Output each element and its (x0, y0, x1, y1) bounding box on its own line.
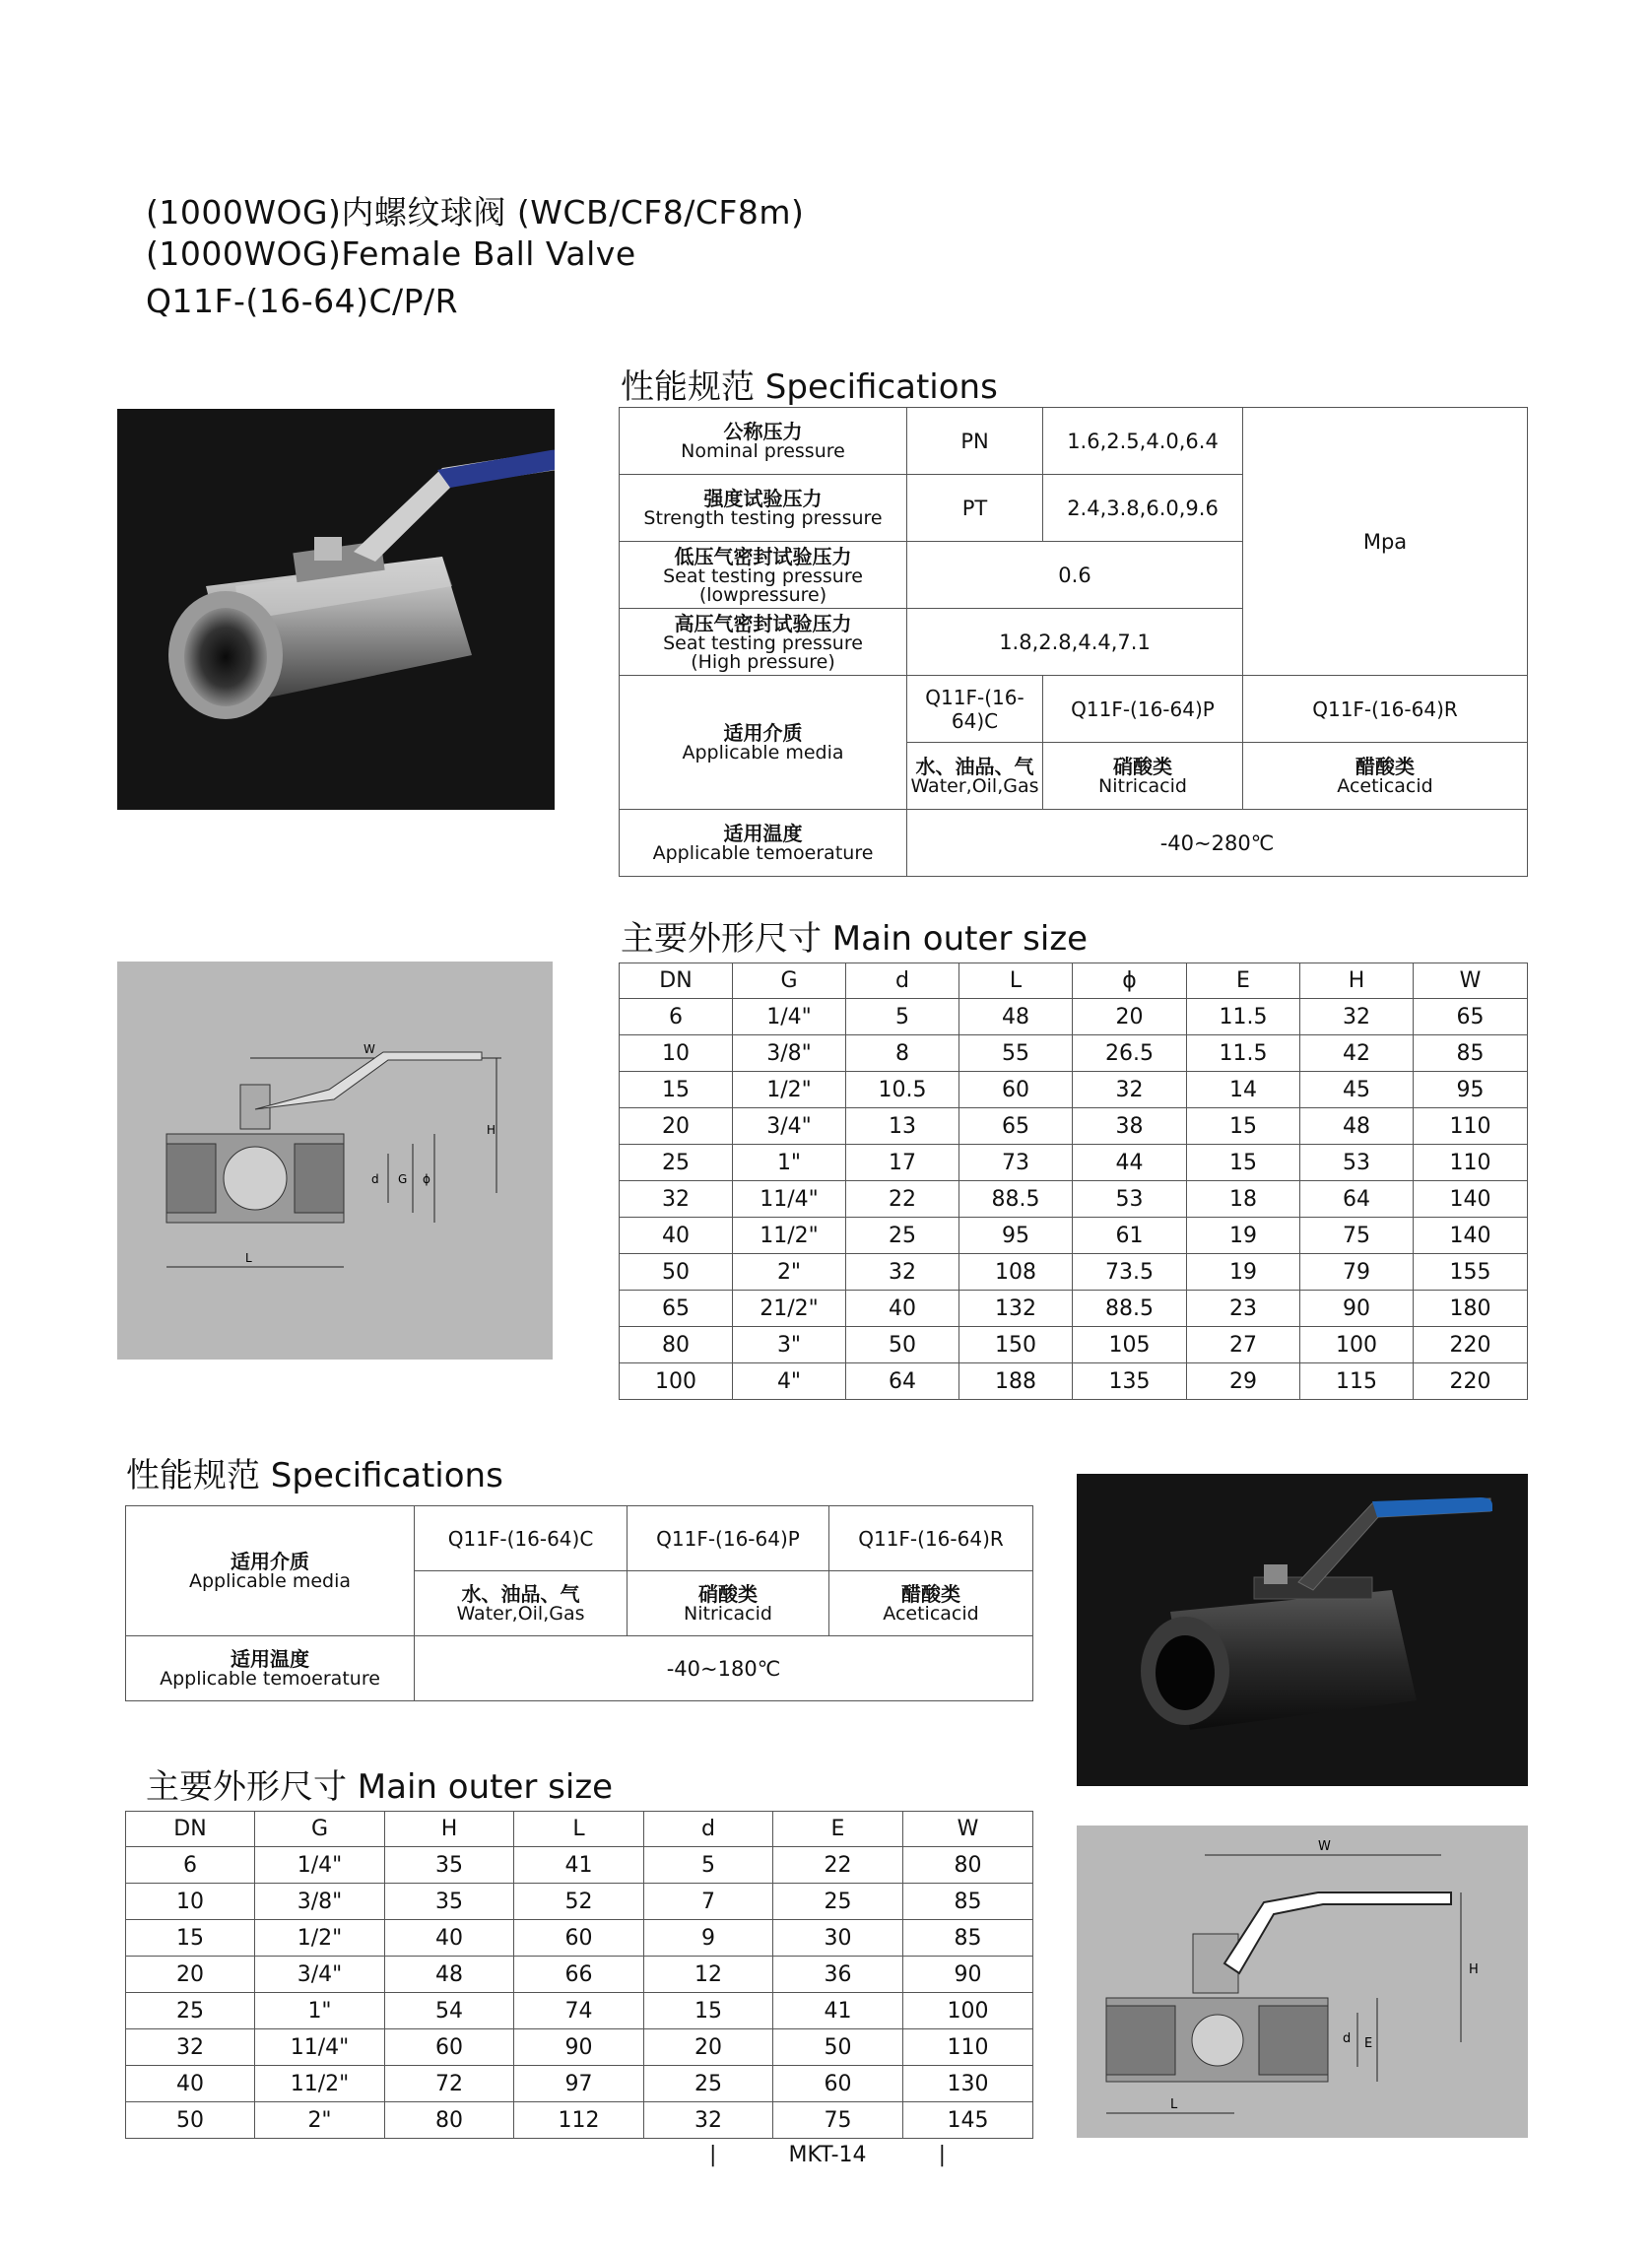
size1-row (620, 1218, 1528, 1254)
size1-cell: 61 (1073, 1218, 1187, 1254)
seat-high-label: 高压气密封试验压力 Seat testing pressure (High pressure) (620, 609, 907, 676)
size1-cell: 14 (1187, 1072, 1300, 1108)
size2-cell: 145 (903, 2102, 1033, 2139)
size1-header-cell: W (1414, 963, 1528, 999)
size1-cell: 22 (846, 1181, 959, 1218)
size2-header-cell: L (514, 1812, 644, 1847)
size1-cell: 48 (959, 999, 1073, 1035)
size2-header-cell: W (903, 1812, 1033, 1847)
diagram1-label-w: W (363, 1042, 375, 1056)
spec2-model-p: Q11F-(16-64)P (628, 1506, 829, 1571)
size2-cell: 15 (126, 1920, 255, 1957)
size2-cell: 5 (644, 1847, 773, 1884)
size1-cell: 140 (1414, 1181, 1528, 1218)
size1-row (620, 1327, 1528, 1363)
size1-header-cell: E (1187, 963, 1300, 999)
size1-row (620, 1181, 1528, 1218)
strength-pressure-value: 2.4,3.8,6.0,9.6 (1043, 475, 1243, 542)
spec1-title: 性能规范 Specifications (621, 367, 998, 407)
size1-cell: 25 (620, 1145, 733, 1181)
size2-cell: 97 (514, 2066, 644, 2102)
spec2-model-r: Q11F-(16-64)R (829, 1506, 1033, 1571)
size1-cell: 115 (1300, 1363, 1414, 1400)
size1-cell: 3" (733, 1327, 846, 1363)
size1-cell: 88.5 (959, 1181, 1073, 1218)
diagram1-label-phi: ϕ (423, 1172, 430, 1186)
size1-cell: 8 (846, 1035, 959, 1072)
size1-cell: 32 (1073, 1072, 1187, 1108)
size1-row (620, 1108, 1528, 1145)
size1-cell: 15 (1187, 1108, 1300, 1145)
size2-row (126, 2029, 1033, 2066)
size1-cell: 48 (1300, 1108, 1414, 1145)
size2-header-cell: E (773, 1812, 903, 1847)
size1-cell: 95 (959, 1218, 1073, 1254)
title-english: (1000WOG)Female Ball Valve (146, 234, 636, 273)
size1-cell: 44 (1073, 1145, 1187, 1181)
size2-cell: 15 (644, 1993, 773, 2029)
size1-cell: 27 (1187, 1327, 1300, 1363)
size1-cell: 2" (733, 1254, 846, 1291)
size1-cell: 11.5 (1187, 1035, 1300, 1072)
size1-cell: 65 (620, 1291, 733, 1327)
size2-cell: 66 (514, 1957, 644, 1993)
spec1-table (619, 407, 1528, 877)
size1-cell: 64 (1300, 1181, 1414, 1218)
size2-cell: 54 (385, 1993, 514, 2029)
size2-cell: 12 (644, 1957, 773, 1993)
spec2-title: 性能规范 Specifications (126, 1456, 503, 1495)
nominal-pressure-label: 公称压力 Nominal pressure (620, 408, 907, 475)
diagram1-label-g: G (398, 1172, 408, 1186)
seat-low-value: 0.6 (907, 542, 1243, 609)
size1-cell: 32 (620, 1181, 733, 1218)
size1-header-cell: d (846, 963, 959, 999)
size1-cell: 95 (1414, 1072, 1528, 1108)
size1-cell: 6 (620, 999, 733, 1035)
diagram1-drawing (117, 962, 553, 1360)
diagram2-label-h: H (1469, 1962, 1479, 1977)
size2-cell: 10 (126, 1884, 255, 1920)
size1-row (620, 1291, 1528, 1327)
size2-title: 主要外形尺寸 Main outer size (146, 1767, 614, 1807)
size1-cell: 10.5 (846, 1072, 959, 1108)
size2-cell: 130 (903, 2066, 1033, 2102)
size2-cell: 25 (773, 1884, 903, 1920)
spec2-media-acetic: 醋酸类 Aceticacid (829, 1571, 1033, 1636)
spec2-table (125, 1505, 1033, 1701)
size1-cell: 5 (846, 999, 959, 1035)
size2-cell: 50 (773, 2029, 903, 2066)
size2-cell: 80 (903, 1847, 1033, 1884)
size2-cell: 3/4" (255, 1957, 385, 1993)
size1-cell: 53 (1300, 1145, 1414, 1181)
size1-cell: 15 (1187, 1145, 1300, 1181)
seat-high-value: 1.8,2.8,4.4,7.1 (907, 609, 1243, 676)
size1-cell: 18 (1187, 1181, 1300, 1218)
size1-cell: 220 (1414, 1363, 1528, 1400)
size1-cell: 29 (1187, 1363, 1300, 1400)
size2-cell: 36 (773, 1957, 903, 1993)
size2-row (126, 1920, 1033, 1957)
size2-cell: 7 (644, 1884, 773, 1920)
size1-cell: 100 (1300, 1327, 1414, 1363)
size2-cell: 60 (385, 2029, 514, 2066)
size2-cell: 6 (126, 1847, 255, 1884)
product-photo-carbon (1077, 1474, 1528, 1786)
size2-row (126, 1993, 1033, 2029)
temp-label: 适用温度 Applicable temoerature (620, 810, 907, 877)
size2-row (126, 1957, 1033, 1993)
size1-cell: 32 (846, 1254, 959, 1291)
size1-cell: 220 (1414, 1327, 1528, 1363)
product-photo-stainless (117, 409, 555, 810)
diagram1-label-l: L (245, 1251, 252, 1265)
size1-cell: 90 (1300, 1291, 1414, 1327)
size2-cell: 50 (126, 2102, 255, 2139)
size1-cell: 40 (620, 1218, 733, 1254)
size1-cell: 105 (1073, 1327, 1187, 1363)
size1-cell: 155 (1414, 1254, 1528, 1291)
size1-cell: 32 (1300, 999, 1414, 1035)
pressure-unit: Mpa (1243, 408, 1528, 676)
footer-left-mark: | (709, 2143, 717, 2167)
size2-cell: 9 (644, 1920, 773, 1957)
title-chinese: (1000WOG)内螺纹球阀 (WCB/CF8/CF8m) (146, 193, 805, 232)
size1-cell: 20 (620, 1108, 733, 1145)
size1-cell: 79 (1300, 1254, 1414, 1291)
nominal-pressure-value: 1.6,2.5,4.0,6.4 (1043, 408, 1243, 475)
media-type-acetic: 醋酸类 Aceticacid (1243, 743, 1528, 810)
size2-row (126, 2102, 1033, 2139)
size2-cell: 11/4" (255, 2029, 385, 2066)
size2-cell: 60 (773, 2066, 903, 2102)
size2-cell: 48 (385, 1957, 514, 1993)
diagram1-label-h: H (487, 1123, 496, 1137)
size1-cell: 188 (959, 1363, 1073, 1400)
size2-cell: 3/8" (255, 1884, 385, 1920)
media-type-nitric: 硝酸类 Nitricacid (1043, 743, 1243, 810)
size2-cell: 20 (644, 2029, 773, 2066)
size2-cell: 112 (514, 2102, 644, 2139)
size2-cell: 1/2" (255, 1920, 385, 1957)
size1-cell: 23 (1187, 1291, 1300, 1327)
strength-pressure-symbol: PT (907, 475, 1043, 542)
size1-cell: 21/2" (733, 1291, 846, 1327)
size1-cell: 65 (1414, 999, 1528, 1035)
size1-cell: 10 (620, 1035, 733, 1072)
page-number: MKT-14 (788, 2143, 867, 2167)
size1-cell: 180 (1414, 1291, 1528, 1327)
size1-cell: 132 (959, 1291, 1073, 1327)
size1-cell: 25 (846, 1218, 959, 1254)
size1-header-cell: H (1300, 963, 1414, 999)
size2-cell: 32 (126, 2029, 255, 2066)
size2-header-row (126, 1812, 1033, 1847)
size2-cell: 32 (644, 2102, 773, 2139)
size1-cell: 13 (846, 1108, 959, 1145)
size1-header-cell: G (733, 963, 846, 999)
title-model: Q11F-(16-64)C/P/R (146, 282, 459, 320)
carbon-valve-image (1077, 1474, 1528, 1786)
size1-cell: 40 (846, 1291, 959, 1327)
size2-cell: 1" (255, 1993, 385, 2029)
size2-cell: 90 (903, 1957, 1033, 1993)
size1-cell: 4" (733, 1363, 846, 1400)
size1-cell: 11.5 (1187, 999, 1300, 1035)
size2-cell: 52 (514, 1884, 644, 1920)
size1-title: 主要外形尺寸 Main outer size (621, 919, 1089, 959)
size1-cell: 64 (846, 1363, 959, 1400)
size1-cell: 135 (1073, 1363, 1187, 1400)
size1-row (620, 1035, 1528, 1072)
size1-cell: 100 (620, 1363, 733, 1400)
size1-cell: 55 (959, 1035, 1073, 1072)
size1-cell: 50 (846, 1327, 959, 1363)
diagram2-label-d: d (1343, 2031, 1352, 2046)
size2-cell: 74 (514, 1993, 644, 2029)
size1-cell: 15 (620, 1072, 733, 1108)
size1-cell: 19 (1187, 1218, 1300, 1254)
spec2-media-water: 水、油品、气 Water,Oil,Gas (415, 1571, 628, 1636)
size1-cell: 3/4" (733, 1108, 846, 1145)
footer-right-mark: | (938, 2143, 946, 2167)
diagram2-label-l: L (1170, 2097, 1178, 2112)
size2-header-cell: G (255, 1812, 385, 1847)
size1-cell: 110 (1414, 1108, 1528, 1145)
media-model-r: Q11F-(16-64)R (1243, 676, 1528, 743)
size1-cell: 73 (959, 1145, 1073, 1181)
size1-cell: 140 (1414, 1218, 1528, 1254)
size1-row (620, 1363, 1528, 1400)
size1-cell: 11/2" (733, 1218, 846, 1254)
size1-cell: 42 (1300, 1035, 1414, 1072)
media-model-p: Q11F-(16-64)P (1043, 676, 1243, 743)
size2-cell: 40 (385, 1920, 514, 1957)
size2-cell: 1/4" (255, 1847, 385, 1884)
size1-cell: 11/4" (733, 1181, 846, 1218)
page-footer (709, 2143, 946, 2167)
spec2-temp-value: -40~180℃ (415, 1636, 1033, 1701)
size1-cell: 60 (959, 1072, 1073, 1108)
size2-cell: 40 (126, 2066, 255, 2102)
size1-cell: 38 (1073, 1108, 1187, 1145)
size1-row (620, 999, 1528, 1035)
size1-row (620, 1254, 1528, 1291)
stainless-valve-image (117, 409, 555, 810)
size1-cell: 20 (1073, 999, 1187, 1035)
size2-cell: 25 (126, 1993, 255, 2029)
size1-cell: 88.5 (1073, 1291, 1187, 1327)
dimension-diagram-1 (117, 962, 553, 1360)
spec2-media-nitric: 硝酸类 Nitricacid (628, 1571, 829, 1636)
size2-header-cell: d (644, 1812, 773, 1847)
diagram2-label-e: E (1364, 2036, 1373, 2051)
spec2-model-c: Q11F-(16-64)C (415, 1506, 628, 1571)
size1-cell: 50 (620, 1254, 733, 1291)
size2-cell: 80 (385, 2102, 514, 2139)
size2-row (126, 1884, 1033, 1920)
size1-cell: 80 (620, 1327, 733, 1363)
size2-cell: 72 (385, 2066, 514, 2102)
size1-cell: 110 (1414, 1145, 1528, 1181)
media-type-water: 水、油品、气 Water,Oil,Gas (907, 743, 1043, 810)
size2-cell: 60 (514, 1920, 644, 1957)
size2-cell: 110 (903, 2029, 1033, 2066)
size1-cell: 73.5 (1073, 1254, 1187, 1291)
size1-cell: 19 (1187, 1254, 1300, 1291)
size2-cell: 20 (126, 1957, 255, 1993)
size1-cell: 108 (959, 1254, 1073, 1291)
diagram2-drawing (1077, 1826, 1528, 2138)
size1-table (619, 963, 1528, 1400)
size1-cell: 45 (1300, 1072, 1414, 1108)
size1-cell: 53 (1073, 1181, 1187, 1218)
size1-cell: 1" (733, 1145, 846, 1181)
size1-cell: 26.5 (1073, 1035, 1187, 1072)
size1-header-cell: DN (620, 963, 733, 999)
size1-cell: 1/4" (733, 999, 846, 1035)
size2-cell: 41 (514, 1847, 644, 1884)
media-model-c: Q11F-(16-64)C (907, 676, 1043, 743)
size1-cell: 75 (1300, 1218, 1414, 1254)
strength-pressure-label: 强度试验压力 Strength testing pressure (620, 475, 907, 542)
size2-header-cell: H (385, 1812, 514, 1847)
size2-cell: 25 (644, 2066, 773, 2102)
media-label: 适用介质 Applicable media (620, 676, 907, 810)
size1-row (620, 1072, 1528, 1108)
size1-cell: 3/8" (733, 1035, 846, 1072)
size2-cell: 41 (773, 1993, 903, 2029)
size2-cell: 22 (773, 1847, 903, 1884)
spec2-media-label: 适用介质 Applicable media (126, 1506, 415, 1636)
dimension-diagram-2 (1077, 1826, 1528, 2138)
size1-cell: 65 (959, 1108, 1073, 1145)
nominal-pressure-symbol: PN (907, 408, 1043, 475)
size1-cell: 150 (959, 1327, 1073, 1363)
size2-cell: 35 (385, 1847, 514, 1884)
size2-row (126, 1847, 1033, 1884)
size1-row (620, 1145, 1528, 1181)
size2-cell: 2" (255, 2102, 385, 2139)
size1-header-row (620, 963, 1528, 999)
size1-cell: 17 (846, 1145, 959, 1181)
size2-header-cell: DN (126, 1812, 255, 1847)
size2-cell: 85 (903, 1920, 1033, 1957)
size2-cell: 35 (385, 1884, 514, 1920)
diagram1-label-d: d (371, 1172, 379, 1186)
size1-cell: 85 (1414, 1035, 1528, 1072)
seat-low-label: 低压气密封试验压力 Seat testing pressure (lowpressure) (620, 542, 907, 609)
size1-cell: 1/2" (733, 1072, 846, 1108)
spec2-temp-label: 适用温度 Applicable temoerature (126, 1636, 415, 1701)
size2-cell: 11/2" (255, 2066, 385, 2102)
diagram2-label-w: W (1318, 1839, 1331, 1854)
size1-header-cell: ϕ (1073, 963, 1187, 999)
size2-cell: 100 (903, 1993, 1033, 2029)
size2-row (126, 2066, 1033, 2102)
size2-cell: 30 (773, 1920, 903, 1957)
size2-cell: 75 (773, 2102, 903, 2139)
size2-cell: 85 (903, 1884, 1033, 1920)
temp-value: -40~280℃ (907, 810, 1528, 877)
size1-header-cell: L (959, 963, 1073, 999)
size2-cell: 90 (514, 2029, 644, 2066)
size2-table (125, 1811, 1033, 2139)
